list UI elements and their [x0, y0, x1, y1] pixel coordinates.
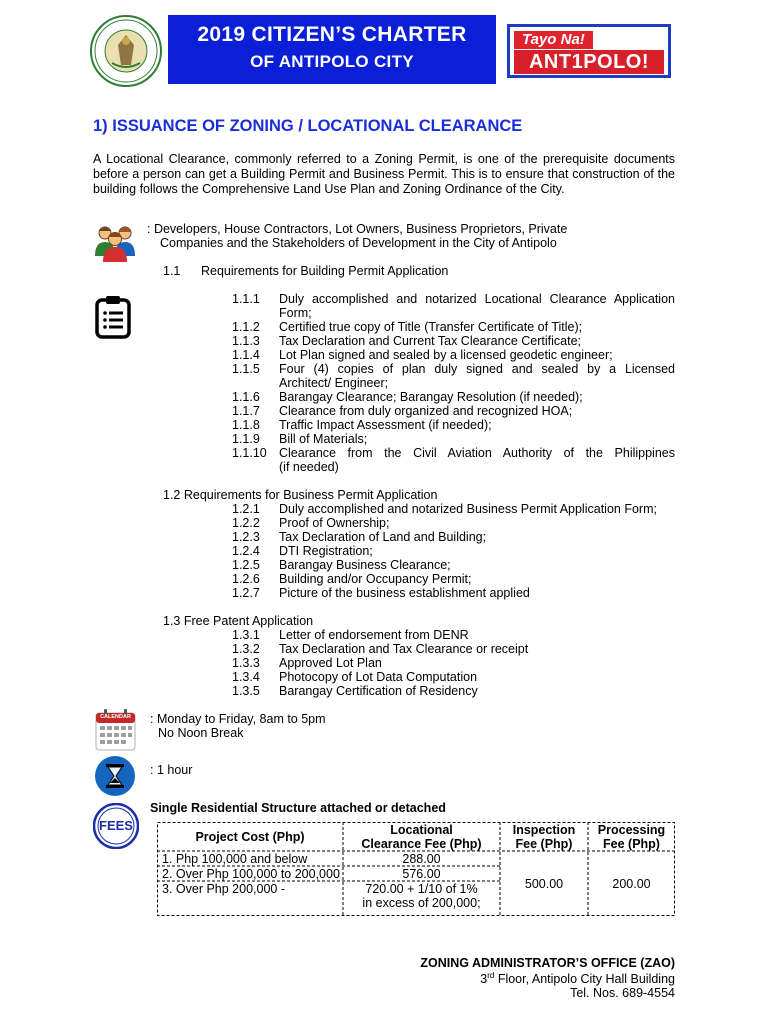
footer-office	[420, 956, 675, 970]
list-item: Tax Declaration of Land and Building;	[279, 530, 487, 544]
list-item-number: 1.3.2	[232, 642, 260, 656]
list-item-number: 1.1.6	[232, 390, 260, 404]
footer-address	[480, 971, 675, 986]
list-item: Duly accomplished and notarized Business Permit Application Form;	[279, 502, 657, 516]
schedule-line-1: : Monday to Friday, 8am to 5pm	[150, 712, 326, 726]
fees-table	[157, 822, 675, 916]
fees-icon-label: FEES	[99, 818, 133, 833]
list-item-number: 1.1.3	[232, 334, 260, 348]
list-item: DTI Registration;	[279, 544, 373, 558]
charter-title-banner	[168, 15, 496, 84]
list-item: Barangay Clearance; Barangay Resolution (if needed);	[279, 390, 583, 404]
list-item-number: 1.2.5	[232, 558, 260, 572]
table-row-1-cost: 1. Php 100,000 and below	[162, 852, 308, 866]
list-item-number: 1.2.2	[232, 516, 260, 530]
footer-tel: Tel. Nos. 689-4554	[570, 986, 675, 1000]
list-item: Barangay Business Clearance;	[279, 558, 451, 572]
calendar-icon	[95, 709, 136, 751]
header-processing-2: Fee (Php)	[603, 837, 660, 851]
logo-name: ANT1POLO!	[514, 50, 664, 74]
table-row-2-fee: 576.00	[402, 867, 441, 881]
list-item-number: 1.2.6	[232, 572, 260, 586]
patent-req-heading: 1.3 Free Patent Application	[163, 614, 314, 628]
list-item-number: 1.1.8	[232, 418, 260, 432]
charter-title-line2: OF ANTIPOLO CITY	[250, 52, 414, 71]
list-item-number: 1.3.1	[232, 628, 260, 642]
people-icon	[93, 222, 137, 262]
duration-text: : 1 hour	[150, 763, 193, 777]
list-item: Lot Plan signed and sealed by a licensed geodetic engineer;	[279, 348, 613, 362]
list-item: Proof of Ownership;	[279, 516, 390, 530]
list-item: Certified true copy of Title (Transfer Certificate of Title);	[279, 320, 583, 334]
clipboard-checklist-icon	[94, 295, 132, 339]
table-row-2-cost: 2. Over Php 100,000 to 200,000	[162, 867, 340, 881]
list-item: Tax Declaration and Tax Clearance or receipt	[279, 642, 529, 656]
list-item: Clearance from the Civil Aviation Authority of the Philippines	[279, 446, 675, 460]
header-locational-2: Clearance Fee (Php)	[361, 837, 482, 851]
section-title: 1) ISSUANCE OF ZONING / LOCATIONAL CLEARANCE	[93, 117, 523, 135]
list-item: Picture of the business establishment applied	[279, 586, 530, 600]
clients-line-1: : Developers, House Contractors, Lot Owners, Business Proprietors, Private	[147, 222, 568, 236]
list-item-number: 1.1.10	[232, 446, 267, 460]
list-item-number: 1.3.5	[232, 684, 260, 698]
list-item: Barangay Certification of Residency	[279, 684, 478, 698]
list-item-number: 1.3.3	[232, 656, 260, 670]
list-item-continued: Form;	[279, 306, 312, 320]
list-item-number: 1.1.1	[232, 292, 260, 306]
footer-floor-num: 3	[480, 972, 488, 987]
list-item: Letter of endorsement from DENR	[279, 628, 469, 642]
list-item: Duly accomplished and notarized Locational Clearance Application	[279, 292, 675, 306]
fees-icon	[93, 803, 139, 849]
intro-paragraph: A Locational Clearance, commonly referred to a Zoning Permit, is one of the prerequisite documents before a person can get a Building Permit and Business Permit. This is to ensure that construction of the building follows the Comprehensive Land Use Plan and Zoning Ordinance of the City.	[93, 152, 675, 196]
list-item-number: 1.2.4	[232, 544, 260, 558]
header-processing-1: Processing	[597, 823, 666, 837]
list-item: Building and/or Occupancy Permit;	[279, 572, 472, 586]
list-item-number: 1.2.7	[232, 586, 260, 600]
footer-address-text: Floor, Antipolo City Hall Building	[494, 972, 675, 987]
list-item-number: 1.2.1	[232, 502, 260, 516]
processing-fee-value: 200.00	[612, 877, 651, 891]
list-item: Four (4) copies of plan duly signed and sealed by a Licensed	[279, 362, 675, 376]
list-item-number: 1.1.5	[232, 362, 260, 376]
city-seal-logo	[90, 15, 162, 87]
table-row-1-fee: 288.00	[402, 852, 441, 866]
list-item: Clearance from duly organized and recognized HOA;	[279, 404, 573, 418]
list-item-number: 1.1.2	[232, 320, 260, 334]
fees-title: Single Residential Structure attached or detached	[150, 801, 446, 815]
list-item-number: 1.3.4	[232, 670, 260, 684]
logo-tagline: Tayo Na!	[514, 31, 593, 49]
list-item-number: 1.1.9	[232, 432, 260, 446]
header-inspection-1: Inspection	[512, 823, 576, 837]
schedule-line-2: No Noon Break	[158, 726, 244, 740]
hourglass-icon	[94, 755, 136, 797]
building-req-heading-num: 1.1	[163, 264, 181, 278]
table-row-3-fee-cont: in excess of 200,000;	[362, 896, 481, 910]
table-row-3-fee: 720.00 + 1/10 of 1%	[365, 882, 478, 896]
business-req-heading: 1.2 Requirements for Business Permit Application	[163, 488, 438, 502]
calendar-icon-label: CALENDAR	[100, 714, 131, 720]
list-item-number: 1.2.3	[232, 530, 260, 544]
list-item: Bill of Materials;	[279, 432, 368, 446]
list-item-number: 1.1.4	[232, 348, 260, 362]
clients-line-2: Companies and the Stakeholders of Development in the City of Antipolo	[160, 236, 557, 250]
building-req-heading: Requirements for Building Permit Application	[201, 264, 449, 278]
header-inspection-2: Fee (Php)	[515, 837, 573, 851]
charter-title-line1: 2019 CITIZEN’S CHARTER	[197, 23, 467, 46]
list-item: Tax Declaration and Current Tax Clearance Certificate;	[279, 334, 581, 348]
inspection-fee-value: 500.00	[524, 877, 564, 891]
list-item-continued: (if needed)	[279, 460, 339, 474]
header-locational-1: Locational	[390, 823, 453, 837]
list-item-continued: Architect/ Engineer;	[279, 376, 389, 390]
header-project-cost: Project Cost (Php)	[195, 830, 305, 844]
footer-office-abbr: (ZAO)	[640, 956, 675, 970]
list-item: Photocopy of Lot Data Computation	[279, 670, 478, 684]
footer-floor-sup: rd	[487, 971, 495, 980]
list-item: Approved Lot Plan	[279, 656, 382, 670]
footer-office-name: ZONING ADMINISTRATOR’S OFFICE	[420, 956, 637, 970]
table-row-3-cost: 3. Over Php 200,000 -	[162, 882, 285, 896]
list-item: Traffic Impact Assessment (if needed);	[279, 418, 492, 432]
list-item-number: 1.1.7	[232, 404, 260, 418]
tayo-na-antipolo-logo	[507, 24, 671, 78]
